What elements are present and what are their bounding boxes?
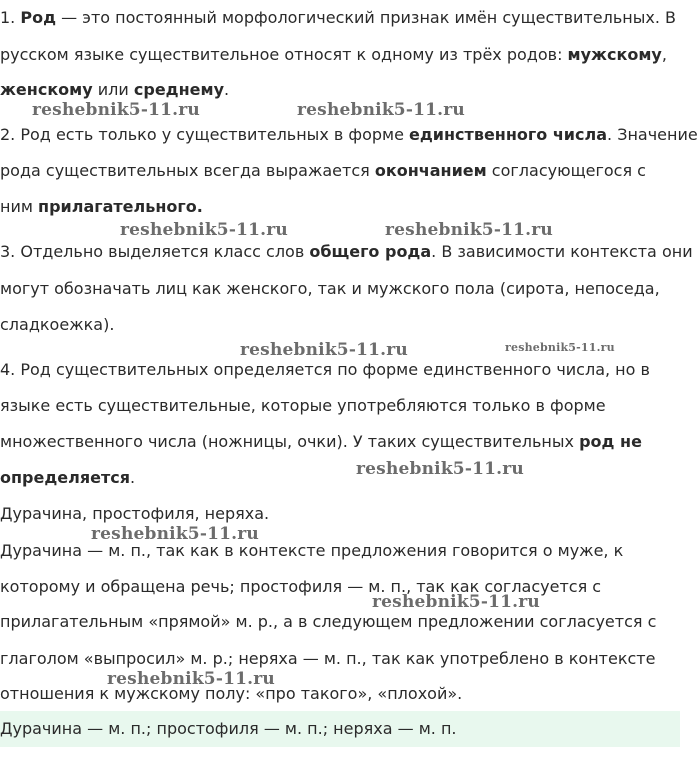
rule-4-line-2: языке есть существительные, которые употребляются только в форме xyxy=(0,396,606,415)
text: 2. Род есть только у существительных в форме xyxy=(0,125,410,144)
text: . Значение xyxy=(607,125,698,144)
text: — это постоянный морфологический признак имён существительных. В xyxy=(56,8,676,27)
rule-1-line-1 xyxy=(0,8,676,28)
rule-4-line-1: 4. Род существительных определяется по форме единственного числа, но в xyxy=(0,360,650,379)
term-adjective: прилагательного. xyxy=(38,197,203,216)
rule-4-line-4 xyxy=(0,468,135,488)
watermark: reshebnik5-11.ru xyxy=(91,524,259,544)
watermark: reshebnik5-11.ru xyxy=(297,100,465,120)
rule-2-line-1 xyxy=(0,125,698,145)
watermark: reshebnik5-11.ru xyxy=(385,220,553,240)
text: согласующегося с xyxy=(486,161,646,180)
term-defined: определяется xyxy=(0,468,130,487)
term-common-gender: общего рода xyxy=(309,242,432,261)
rule-4-line-3 xyxy=(0,432,642,452)
watermark: reshebnik5-11.ru xyxy=(32,100,200,120)
term-masculine: мужскому xyxy=(567,45,662,64)
text: . xyxy=(130,468,136,487)
watermark: reshebnik5-11.ru xyxy=(107,669,275,689)
term-no-gender: род не xyxy=(579,432,642,451)
text: , xyxy=(661,45,667,64)
term-rod: Род xyxy=(20,8,56,27)
text: . xyxy=(224,80,230,99)
rule-1-line-3 xyxy=(0,80,229,100)
term-ending: окончанием xyxy=(374,161,487,180)
watermark: reshebnik5-11.ru xyxy=(505,341,615,354)
text: 3. Отдельно выделяется класс слов xyxy=(0,242,310,261)
text: множественного числа (ножницы, очки). У таких существительных xyxy=(0,432,580,451)
text: ним xyxy=(0,197,39,216)
rule-1-line-2 xyxy=(0,45,667,65)
task-words: Дурачина, простофиля, неряха. xyxy=(0,504,270,523)
explanation-line-2: которому и обращена речь; простофиля — м. п., так как согласуется с xyxy=(0,577,602,596)
rule-3-line-3: сладкоежка). xyxy=(0,315,115,334)
text: русском языке существительное относят к одному из трёх родов: xyxy=(0,45,568,64)
watermark: reshebnik5-11.ru xyxy=(240,340,408,360)
term-neuter: среднему xyxy=(133,80,224,99)
text: 1. xyxy=(0,8,21,27)
text: . В зависимости контекста они xyxy=(431,242,693,261)
term-feminine: женскому xyxy=(0,80,93,99)
rule-2-line-3 xyxy=(0,197,203,217)
watermark: reshebnik5-11.ru xyxy=(120,220,288,240)
rule-3-line-1 xyxy=(0,242,693,262)
explanation-line-4: глаголом «выпросил» м. р.; неряха — м. п., так как употреблено в контексте xyxy=(0,649,656,668)
text: рода существительных всегда выражается xyxy=(0,161,375,180)
explanation-line-5: отношения к мужскому полу: «про такого», «плохой». xyxy=(0,684,463,703)
rule-3-line-2: могут обозначать лиц как женского, так и мужского пола (сирота, непоседа, xyxy=(0,279,660,298)
watermark: reshebnik5-11.ru xyxy=(356,459,524,479)
explanation-line-3: прилагательным «прямой» м. р., а в следующем предложении согласуется с xyxy=(0,612,657,631)
answer-text: Дурачина — м. п.; простофиля — м. п.; неряха — м. п. xyxy=(0,719,457,738)
text: или xyxy=(92,80,134,99)
watermark: reshebnik5-11.ru xyxy=(372,592,540,612)
rule-2-line-2 xyxy=(0,161,646,181)
explanation-line-1: Дурачина — м. п., так как в контексте предложения говорится о муже, к xyxy=(0,541,624,560)
term-singular: единственного числа xyxy=(409,125,608,144)
